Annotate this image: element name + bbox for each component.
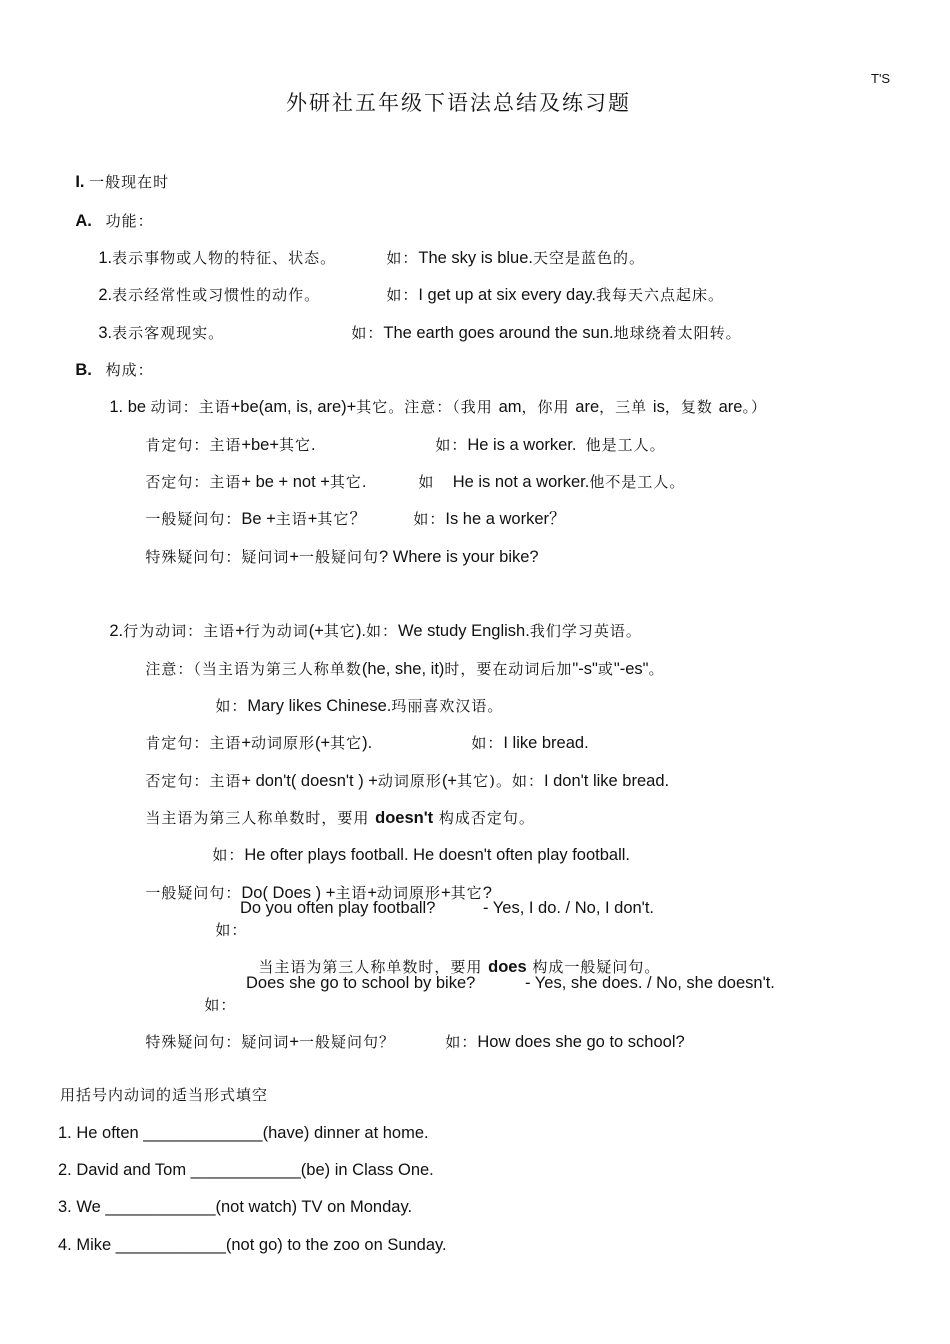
verb-wh-question: 特殊疑问句：疑问词+一般疑问句？ bbox=[145, 1033, 396, 1051]
verb-question-rule: 一般疑问句：Do( Does ) +主语+动词原形+其它? bbox=[145, 884, 492, 902]
sub-label: 功能： bbox=[105, 212, 154, 230]
item-text: 表示经常性或习惯性的动作。 bbox=[112, 286, 321, 304]
section-label: 一般现在时 bbox=[89, 173, 170, 191]
third-person-note: 注意：（当主语为第三人称单数(he, she, it)时，要在动词后加"-s"或"-es"。 bbox=[145, 660, 665, 678]
be-affirmative-rule: 肯定句：主语+be+其它. bbox=[145, 436, 316, 454]
exercise-instruction: 用括号内动词的适当形式填空 bbox=[60, 1086, 269, 1104]
sub-number: B. bbox=[75, 361, 92, 379]
does-note: 当主语为第三人称单数时，要用 does 构成一般疑问句。 bbox=[258, 958, 661, 976]
item-number: 1. bbox=[98, 249, 113, 267]
verb-question-example: 如： bbox=[215, 921, 248, 939]
example-en: I get up at six every day. bbox=[418, 286, 596, 304]
action-verb-heading: 2.行为动词：主语+行为动词(+其它).如：We study English.我们学习英语。 bbox=[109, 622, 642, 640]
doesnt-example: 如：He ofter plays football. He doesn't often play football. bbox=[212, 846, 630, 864]
item-text: 表示客观现实。 bbox=[112, 324, 225, 342]
be-question-rule: 一般疑问句：Be +主语+其它？ bbox=[145, 510, 366, 528]
exercise-item: 1. He often _____________(have) dinner at home. bbox=[58, 1124, 429, 1142]
section-number: I. bbox=[75, 173, 85, 191]
example-marker: 如： bbox=[351, 324, 384, 342]
sub-number: A. bbox=[75, 212, 92, 230]
example-en: The sky is blue. bbox=[418, 249, 533, 267]
be-negative-example: 如 He is not a worker.他不是工人。 bbox=[418, 473, 686, 491]
example-marker: 如： bbox=[386, 286, 419, 304]
item-text: 表示事物或人物的特征、状态。 bbox=[112, 249, 337, 267]
example-cn: 我每天六点起床。 bbox=[595, 286, 724, 304]
does-example-q: Does she go to school by bike? bbox=[246, 974, 476, 992]
does-example-a: - Yes, she does. / No, she doesn't. bbox=[525, 974, 775, 992]
corner-mark: T'S bbox=[871, 71, 891, 86]
third-person-example: 如：Mary likes Chinese.玛丽喜欢汉语。 bbox=[215, 697, 504, 715]
exercise-item: 3. We ____________(not watch) TV on Monday. bbox=[58, 1198, 413, 1216]
verb-affirmative-example: 如：I like bread. bbox=[471, 734, 589, 752]
exercise-item: 4. Mike ____________(not go) to the zoo on Sunday. bbox=[58, 1236, 447, 1254]
be-verb-heading: 1. be 动词：主语+be(am, is, are)+其它。注意：（我用 am，你用 are，三单 is，复数 are。） bbox=[109, 398, 767, 416]
be-question-example: 如：Is he a worker？ bbox=[413, 510, 566, 528]
doesnt-note: 当主语为第三人称单数时，要用 doesn't 构成否定句。 bbox=[145, 809, 535, 827]
does-example: 如： bbox=[204, 996, 237, 1014]
page-title: 外研社五年级下语法总结及练习题 bbox=[286, 91, 631, 115]
verb-question-example-a: - Yes, I do. / No, I don't. bbox=[483, 899, 655, 917]
be-wh-question: 特殊疑问句：疑问词+一般疑问句? Where is your bike? bbox=[145, 548, 539, 566]
function-example-3 bbox=[333, 300, 742, 366]
be-affirmative-example: 如：He is a worker. 他是工人。 bbox=[435, 436, 666, 454]
be-negative-rule: 否定句：主语+ be + not +其它. bbox=[145, 473, 367, 491]
verb-question-example-q: Do you often play football? bbox=[240, 899, 436, 917]
exercise-item: 2. David and Tom ____________(be) in Class One. bbox=[58, 1161, 434, 1179]
example-marker: 如： bbox=[386, 249, 419, 267]
example-cn: 天空是蓝色的。 bbox=[533, 249, 646, 267]
item-number: 2. bbox=[98, 286, 113, 304]
verb-affirmative-rule: 肯定句：主语+动词原形(+其它). bbox=[145, 734, 373, 752]
verb-wh-example: 如：How does she go to school? bbox=[445, 1033, 685, 1051]
verb-negative-rule: 否定句：主语+ don't( doesn't ) +动词原形(+其它)。如：I don't like bread. bbox=[145, 772, 670, 790]
example-en: The earth goes around the sun. bbox=[383, 324, 614, 342]
item-number: 3. bbox=[98, 324, 113, 342]
sub-label: 构成： bbox=[105, 361, 154, 379]
example-cn: 地球绕着太阳转。 bbox=[613, 324, 742, 342]
